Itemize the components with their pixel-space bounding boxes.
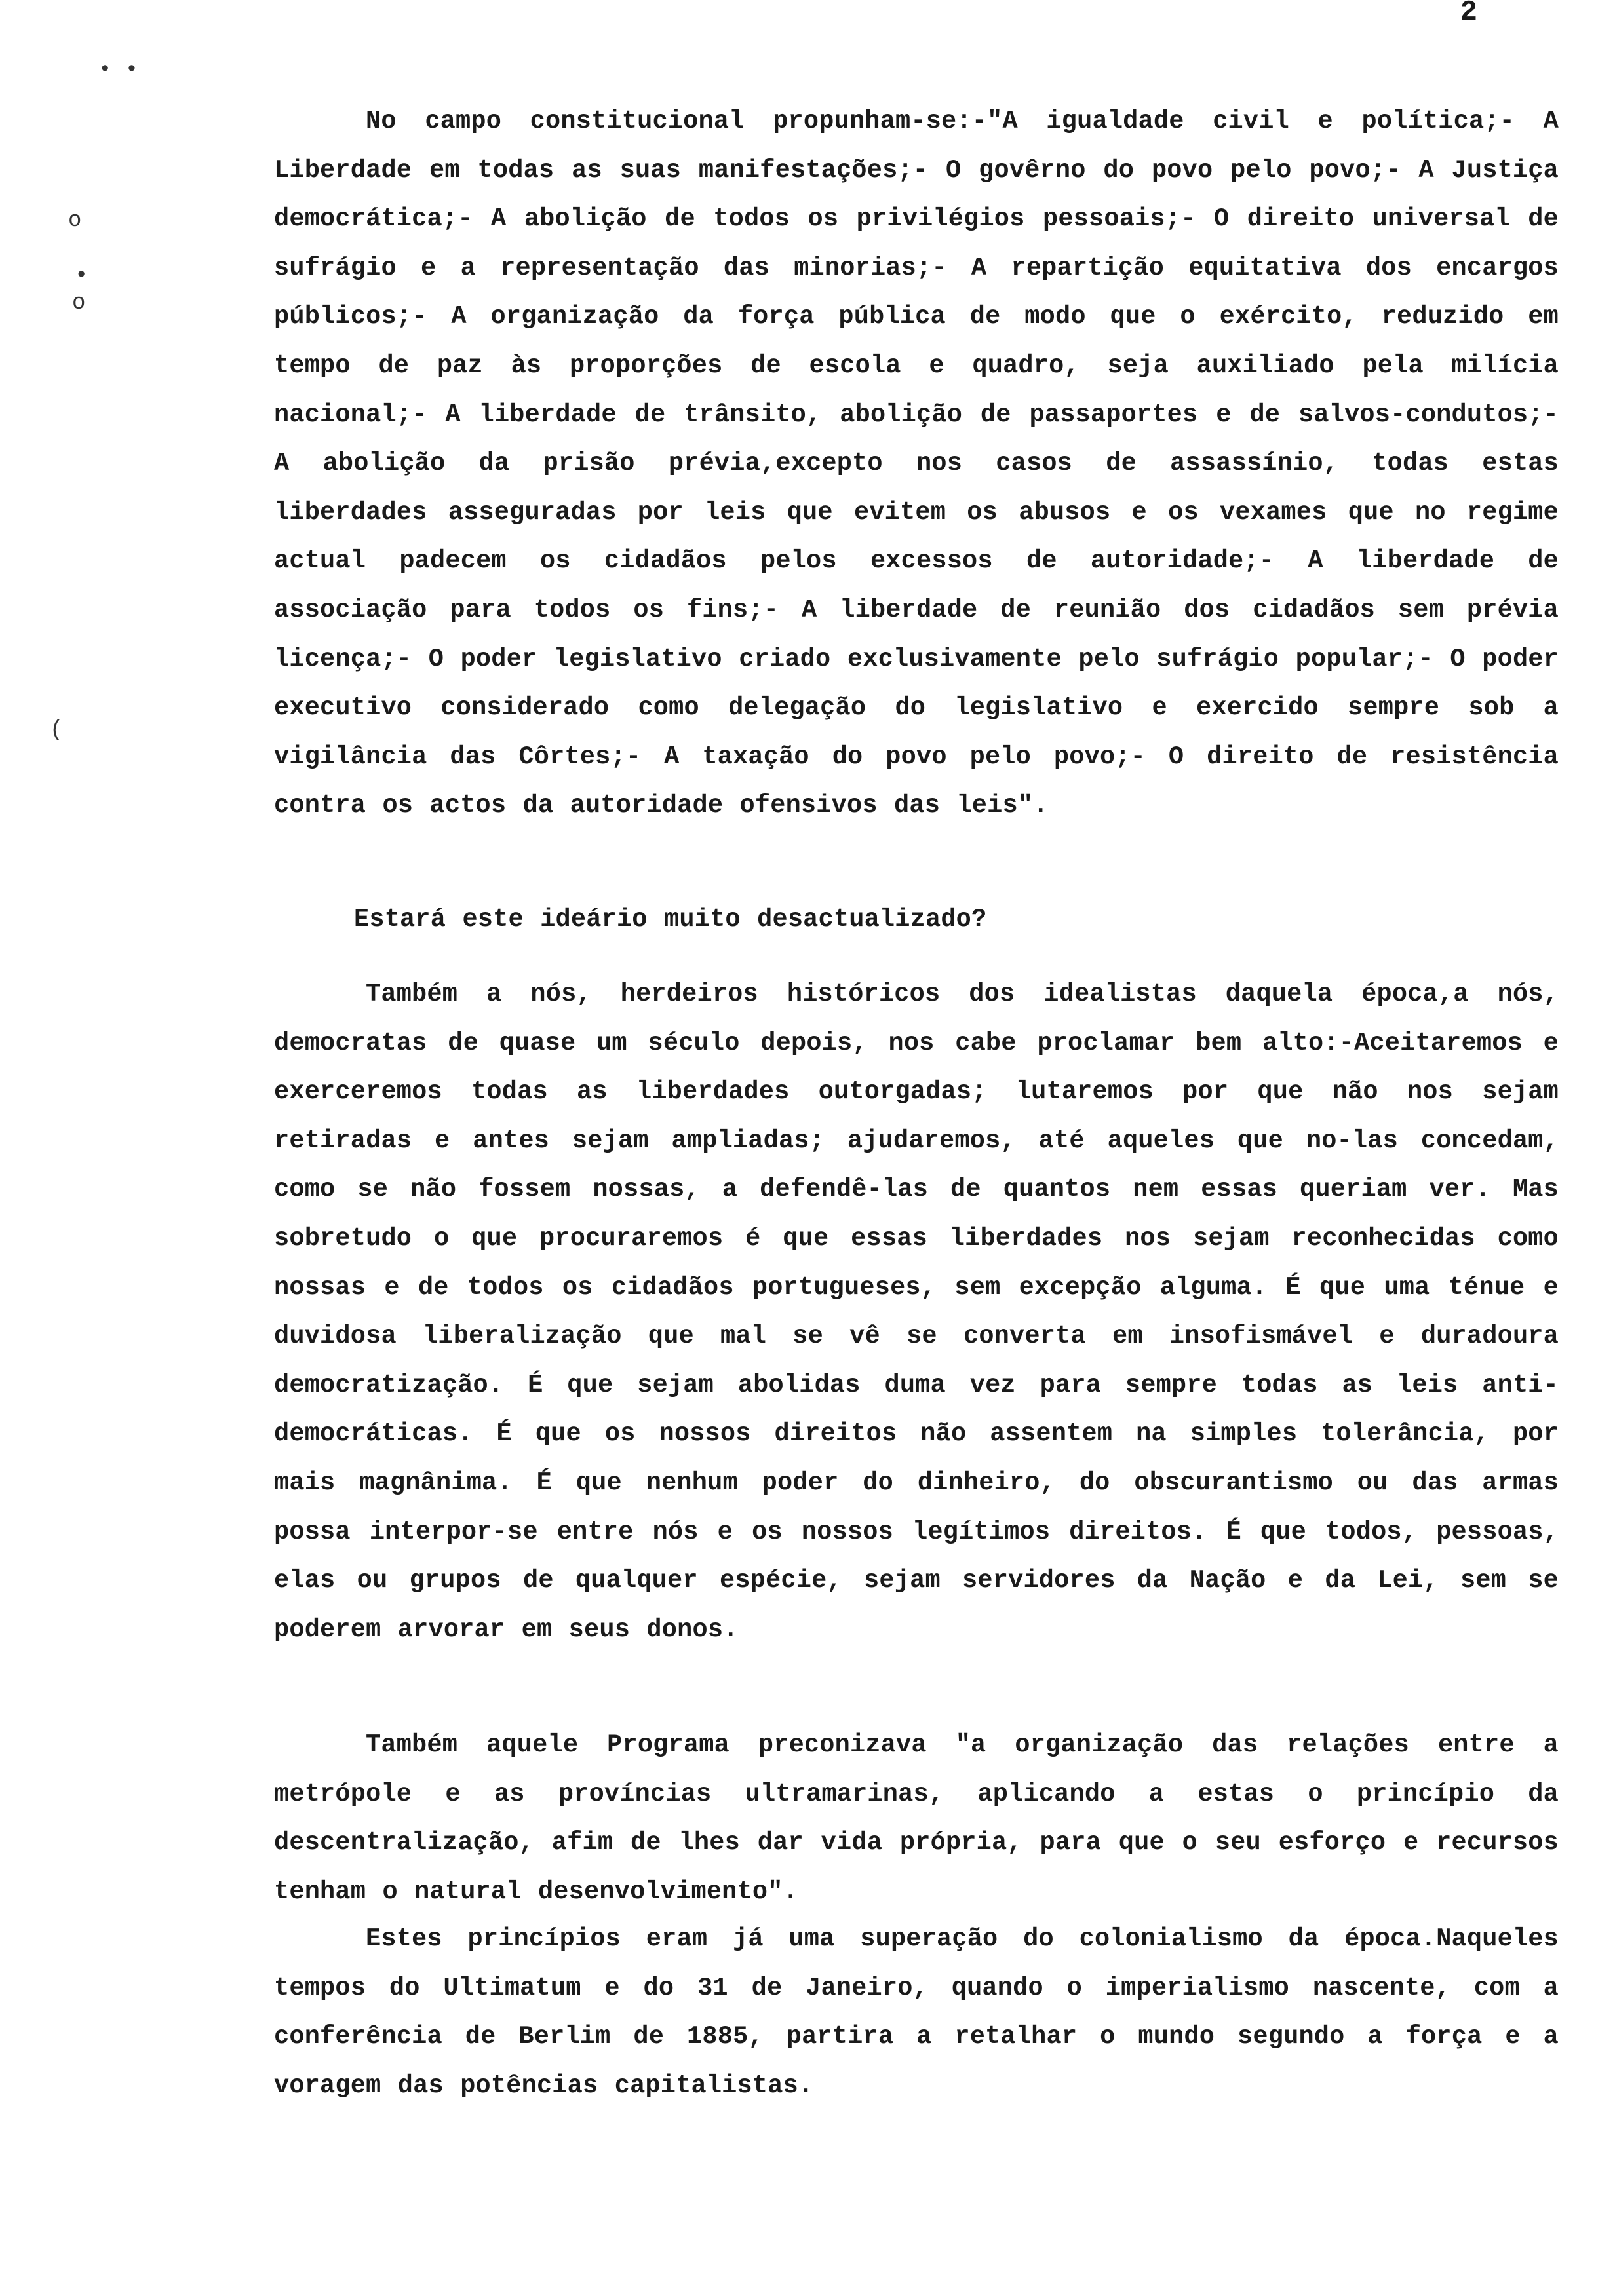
paragraph-question <box>354 895 1534 944</box>
margin-mark-dots: • • <box>98 58 139 83</box>
paragraph-text: Também aquele Programa preconizava "a organização das relações entre a metrópole e as províncias ultramarinas, aplicando a estas o princípio da descentralização, afim de lhes dar vida própria, para que o seu esforço e recursos tenham o natural desenvolvimento". <box>274 1731 1559 1906</box>
paragraph-text: Estes princípios eram já uma superação do colonialismo da época.Naqueles tempos do Ultimatum e do 31 de Janeiro, quando o imperialismo nascente, com a conferência de Berlim de 1885, partira a retalhar o mundo segundo a força e a voragem das potências capitalistas. <box>274 1924 1559 2100</box>
paragraph-text: Estará este ideário muito desactualizado? <box>354 905 987 934</box>
margin-mark-paren: ( <box>50 718 64 743</box>
paragraph-overseas-provinces <box>274 1721 1559 1916</box>
paragraph-colonialism <box>274 1915 1559 2110</box>
page-number: 2 <box>1460 0 1477 29</box>
margin-mark-circle: o <box>68 208 82 233</box>
margin-mark-dot: • <box>75 263 88 288</box>
paragraph-text: Também a nós, herdeiros históricos dos idealistas daquela época,a nós, democratas de quase um século depois, nos cabe proclamar bem alto:-Aceitaremos e exerceremos todas as liberdades outorgadas; lutaremos por que não nos sejam retiradas e antes sejam ampliadas; ajudaremos, até aqueles que no-las concedam, como se não fossem nossas, a defendê-las de quantos nem essas queriam ver. Mas sobretudo o que procuraremos é que essas liberdades nos sejam reconhecidas como nossas e de todos os cidadãos portugueses, sem excepção alguma. É que uma ténue e duvidosa liberalização que mal se vê se converta em insofismável e duradoura democratização. É que sejam abolidas duma vez para sempre todas as leis anti-democráticas. É que os nossos direitos não assentem na simples tolerância, por mais magnânima. É que nenhum poder do dinheiro, do obscurantismo ou das armas possa interpor-se entre nós e os nossos legítimos direitos. É que todos, pessoas, elas ou grupos de qualquer espécie, sejam servidores da Nação e da Lei, sem se poderem arvorar em seus donos. <box>274 980 1559 1644</box>
margin-mark-circle-2: o <box>72 291 86 316</box>
paragraph-text: No campo constitucional propunham-se:-"A igualdade civil e política;- A Liberdade em todas as suas manifestações;- O govêrno do povo pelo povo;- A Justiça democrática;- A abolição de todos os privilégios pessoais;- O direito universal de sufrágio e a representação das minorias;- A repartição equitativa dos encargos públicos;- A organização da força pública de modo que o exército, reduzido em tempo de paz às proporções de escola e quadro, seja auxiliado pela milícia nacional;- A liberdade de trânsito, abolição de passaportes e de salvos-condutos;- A abolição da prisão prévia,excepto nos casos de assassínio, todas estas liberdades asseguradas por leis que evitem os abusos e os vexames que no regime actual padecem os cidadãos pelos excessos de autoridade;- A liberdade de associação para todos os fins;- A liberdade de reunião dos cidadãos sem prévia licença;- O poder legislativo criado exclusivamente pelo sufrágio popular;- O poder executivo considerado como delegação do legislativo e exercido sempre sob a vigilância das Côrtes;- A taxação do povo pelo povo;- O direito de resistência contra os actos da autoridade ofensivos das leis". <box>274 107 1559 820</box>
paragraph-constitutional-program <box>274 97 1559 830</box>
paragraph-democrats <box>274 970 1559 1654</box>
